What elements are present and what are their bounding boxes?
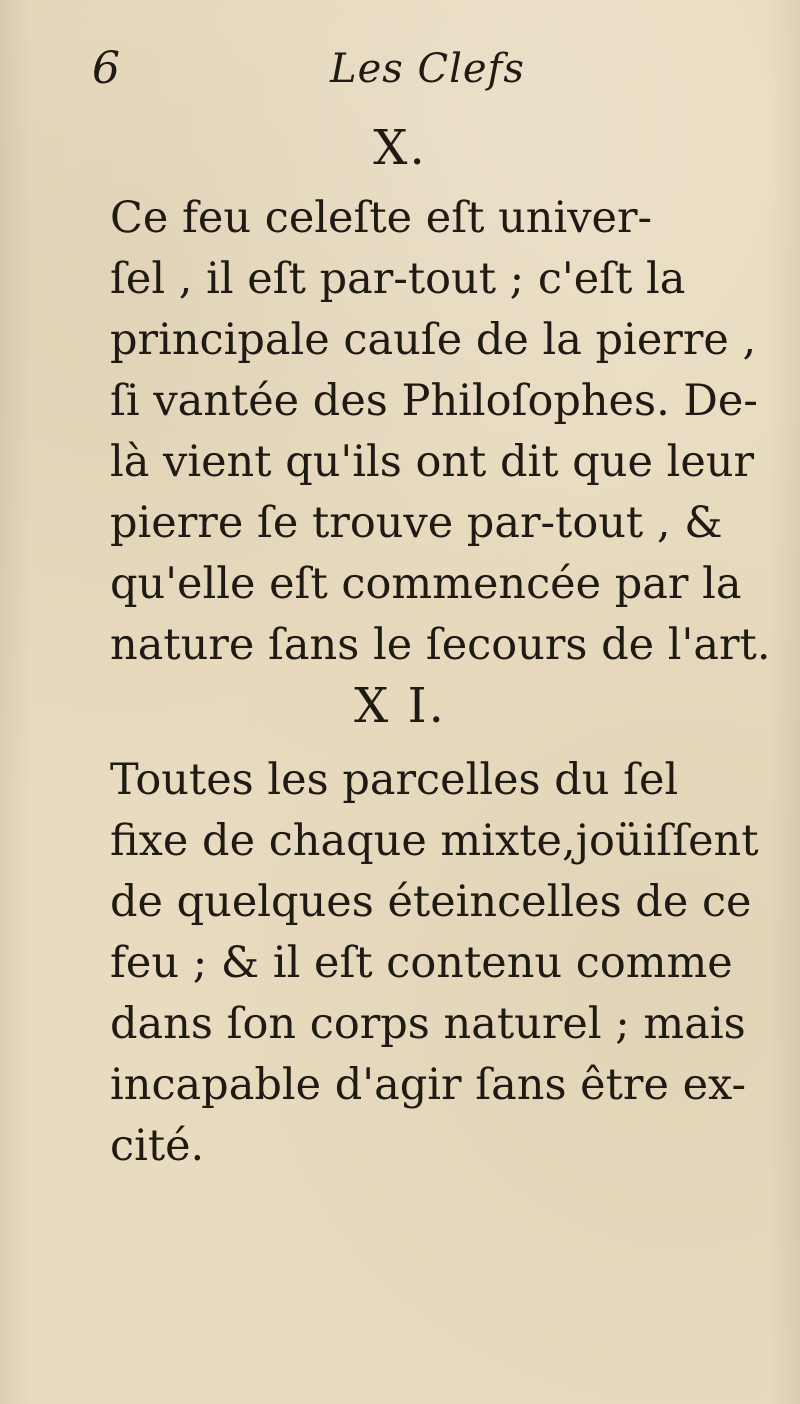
text-line: Toutes les parcelles du ſel — [110, 755, 679, 805]
page-header — [0, 44, 800, 94]
text-line: de quelques éteincelles de ce — [110, 877, 752, 927]
text-line: cité. — [110, 1121, 205, 1171]
text-line: Ce feu celeſte eſt univer- — [110, 193, 653, 243]
paragraph-x — [110, 188, 771, 676]
paragraph-xi — [110, 750, 765, 1177]
text-line: qu'elle eſt commencée par la — [110, 559, 742, 609]
text-line: ſi vantée des Philoſophes. De- — [110, 376, 758, 426]
text-line: principale cauſe de la pierre , — [110, 315, 757, 365]
text-line: nature ſans le ſecours de l'art. — [110, 620, 771, 670]
text-line: ſel , il eſt par-tout ; c'eſt la — [110, 254, 686, 304]
section-heading-xi: X I. — [354, 678, 446, 734]
text-line: fixe de chaque mixte,joüiſſent — [110, 816, 759, 866]
text-line: incapable d'agir ſans être ex- — [110, 1060, 747, 1110]
text-line: là vient qu'ils ont dit que leur — [110, 437, 755, 487]
text-line: pierre ſe trouve par-tout , & — [110, 498, 723, 548]
text-line: dans ſon corps naturel ; mais — [110, 999, 746, 1049]
page-number: 6 — [92, 43, 120, 94]
text-line: feu ; & il eſt contenu comme — [110, 938, 733, 988]
section-heading-x: X. — [373, 120, 427, 176]
running-head: Les Clefs — [330, 46, 525, 92]
